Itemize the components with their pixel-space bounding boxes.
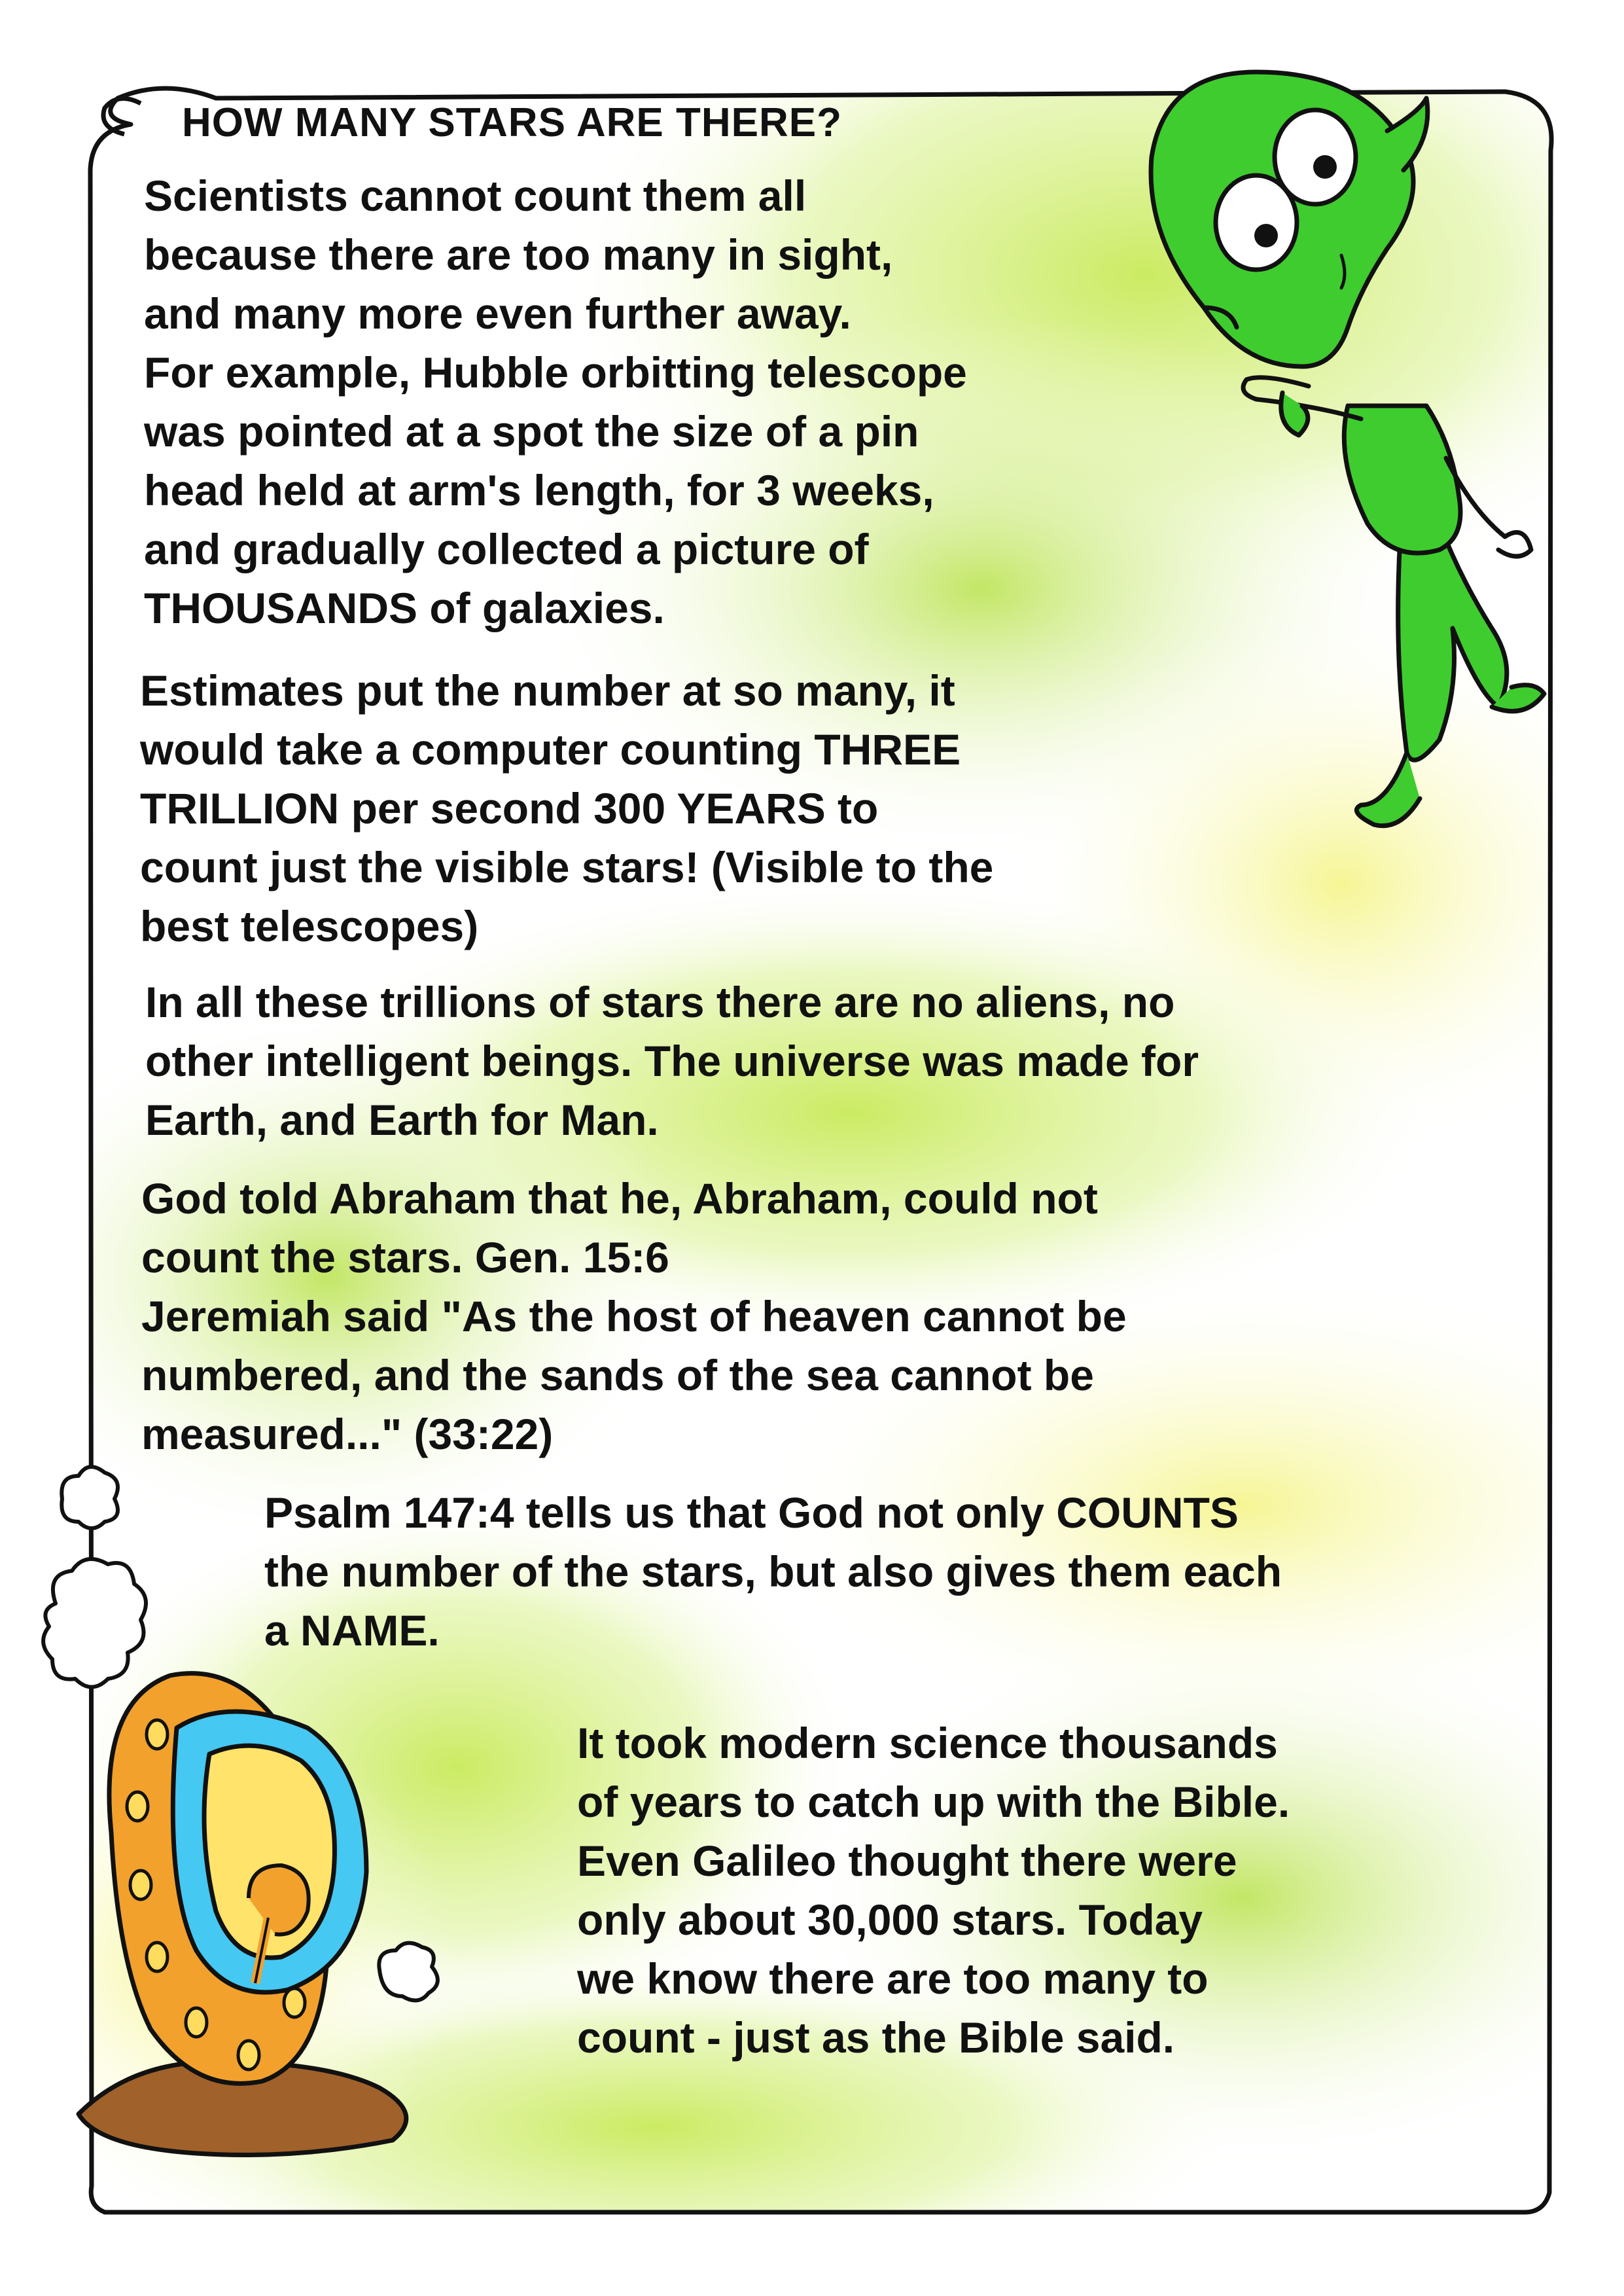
text-line: because there are too many in sight, (144, 230, 893, 279)
text-line: only about 30,000 stars. Today (577, 1895, 1203, 1944)
text-line: Estimates put the number at so many, it (140, 666, 955, 715)
text-line: a NAME. (264, 1606, 440, 1655)
text-line: the number of the stars, but also gives them each (264, 1547, 1282, 1596)
text-line: of years to catch up with the Bible. (577, 1778, 1290, 1826)
text-line: numbered, and the sands of the sea cannot be (141, 1351, 1094, 1399)
text-line: was pointed at a spot the size of a pin (144, 407, 919, 456)
text-line: measured..." (33:22) (141, 1410, 554, 1458)
text-line: head held at arm's length, for 3 weeks, (144, 466, 934, 514)
text-line: and gradually collected a picture of (144, 525, 869, 573)
text-line: count the stars. Gen. 15:6 (141, 1233, 669, 1282)
paragraph-galileo (577, 1713, 1290, 2067)
text-line: Scientists cannot count them all (144, 171, 807, 220)
text-line: and many more even further away. (144, 289, 851, 338)
text-line: would take a computer counting THREE (140, 725, 961, 774)
text-line: we know there are too many to (577, 1954, 1209, 2003)
paragraph-psalm (264, 1483, 1282, 1660)
paragraph-hubble (144, 166, 967, 637)
text-line: count - just as the Bible said. (577, 2013, 1175, 2062)
text-line: Jeremiah said "As the host of heaven cannot be (141, 1292, 1127, 1340)
text-line: In all these trillions of stars there are no aliens, no (145, 978, 1175, 1026)
text-line: It took modern science thousands (577, 1719, 1278, 1767)
text-line: Psalm 147:4 tells us that God not only COUNTS (264, 1488, 1239, 1537)
text-line: Even Galileo thought there were (577, 1837, 1237, 1885)
page-title: HOW MANY STARS ARE THERE? (182, 100, 842, 145)
text-line: best telescopes) (140, 902, 479, 950)
text-line: TRILLION per second 300 YEARS to (140, 784, 879, 833)
text-line: For example, Hubble orbitting telescope (144, 348, 967, 397)
paragraph-estimates (140, 661, 993, 956)
text-line: God told Abraham that he, Abraham, could not (141, 1174, 1098, 1223)
paragraph-aliens (145, 973, 1199, 1149)
text-line: count just the visible stars! (Visible to the (140, 843, 994, 891)
text-line: Earth, and Earth for Man. (145, 1096, 659, 1144)
border-curl (103, 98, 141, 134)
text-line: THOUSANDS of galaxies. (144, 584, 665, 632)
text-line: other intelligent beings. The universe was made for (145, 1037, 1199, 1085)
paragraph-abraham (141, 1169, 1127, 1463)
